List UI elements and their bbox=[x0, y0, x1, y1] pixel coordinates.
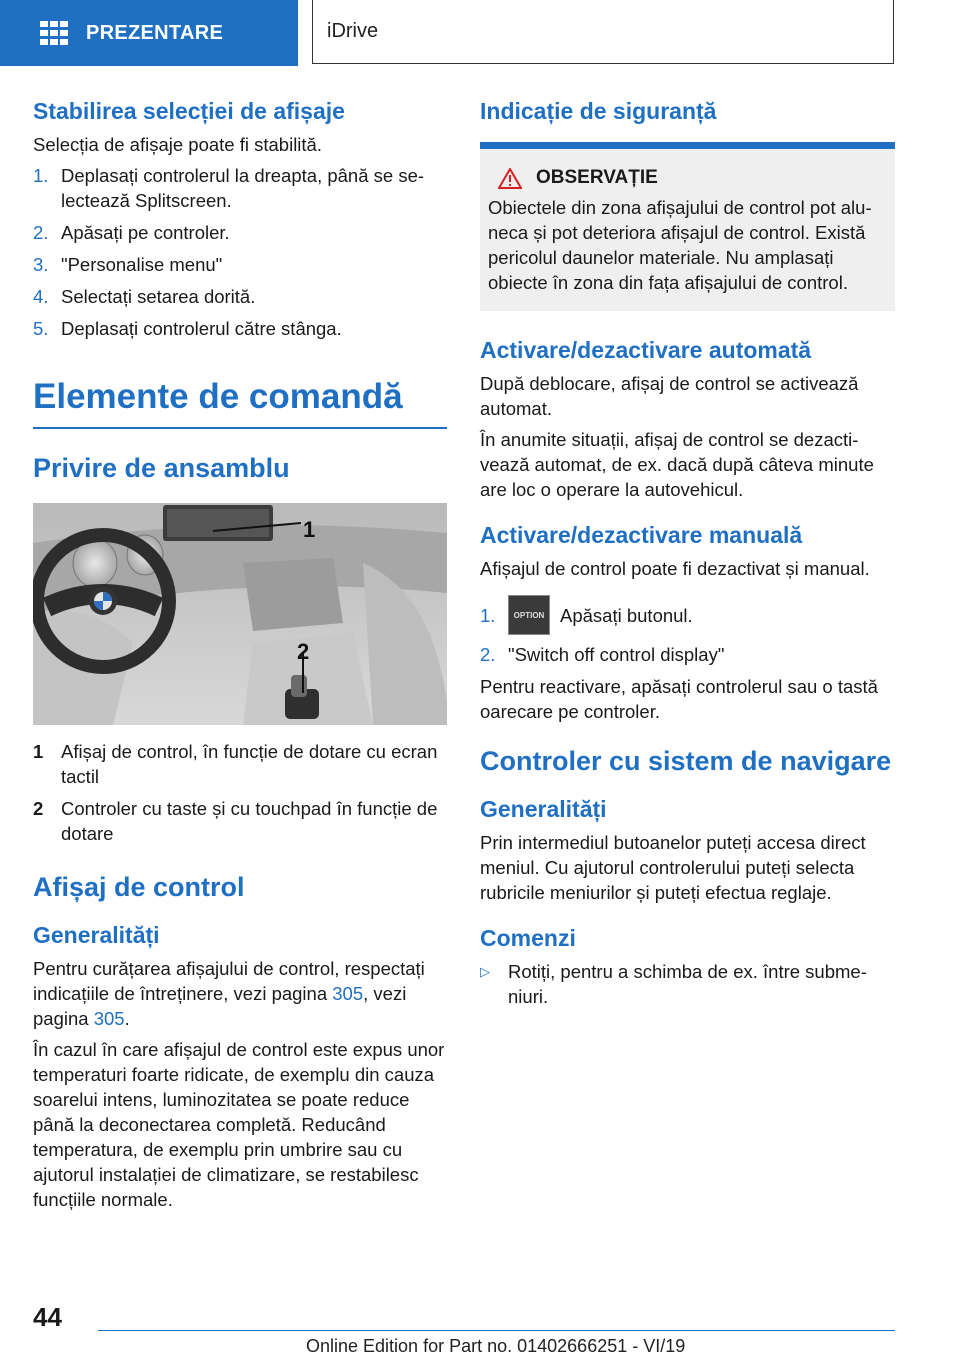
step-number: 1. bbox=[33, 165, 49, 186]
callout-label-2: 2 bbox=[297, 639, 310, 664]
paragraph-text: , vezi pagina bbox=[33, 983, 407, 1029]
paragraph: În cazul în care afișajul de control este expus unor temperaturi foarte ridicate, de exemplu din cauza soarelui intens, luminozitatea se poate reduce până la deconectarea completă. Reducând temperatura, de exemplu prin umbrire sau cu ajutorul instalației de climatizare, se restabilesc funcțiile normale. bbox=[33, 1039, 445, 1210]
step-number: 5. bbox=[33, 318, 49, 339]
section-title: Indicație de siguranță bbox=[480, 98, 717, 124]
grid-icon bbox=[40, 21, 68, 45]
subchapter-title: Controler cu sistem de navigare bbox=[480, 746, 892, 776]
step-number: 2. bbox=[33, 222, 49, 243]
list-item bbox=[33, 796, 447, 846]
paragraph-text: . bbox=[124, 1008, 130, 1029]
paragraph: Selecția de afișaje poate fi stabilită. bbox=[33, 134, 322, 155]
note-title: OBSERVAȚIE bbox=[536, 167, 658, 188]
section-title: Activare/dezactivare manuală bbox=[480, 522, 803, 548]
section-title: Comenzi bbox=[480, 925, 576, 951]
paragraph: Prin intermediul butoanelor puteți accesa direct meniul. Cu ajutorul controlerului puteți selecta rubricile meniurilor și puteți efectua reglaje. bbox=[480, 832, 866, 903]
paragraph: După deblocare, afișaj de control se activează automat. bbox=[480, 373, 859, 419]
steps-list bbox=[480, 595, 895, 667]
page-link[interactable]: 305 bbox=[93, 1008, 125, 1029]
list-item bbox=[33, 220, 447, 245]
warning-triangle-icon bbox=[498, 168, 522, 189]
step-number: 4. bbox=[33, 286, 49, 307]
edition-note: Online Edition for Part no. 01402666251 - VI/19 bbox=[306, 1336, 686, 1356]
chapter-tab-label: PREZENTARE bbox=[86, 21, 224, 44]
step-number: 3. bbox=[33, 254, 49, 275]
note-body: Obiectele din zona afișajului de control pot aluneca și pot deteriora afișajul de control. Există pericolul daunelor materiale. Nu amplasați obiecte în zona din fața afișajului de control. bbox=[488, 197, 872, 293]
section-header-box bbox=[312, 0, 894, 64]
legend-text: Afișaj de control, în funcție de dotare cu ecran tactil bbox=[61, 741, 438, 787]
subchapter-title: Afișaj de control bbox=[33, 872, 245, 902]
triangle-right-icon: ▷ bbox=[480, 964, 490, 979]
paragraph-text: Pentru curățarea afișajului de control, respectați indicațiile de întreținere, vezi pagina bbox=[33, 958, 425, 1004]
step-text: Deplasați controlerul la dreapta, până se selectează Splitscreen. bbox=[61, 165, 425, 211]
list-item bbox=[480, 642, 895, 667]
paragraph: Pentru reactivare, apăsați controlerul sau o tastă oarecare pe controler. bbox=[480, 676, 878, 722]
list-item bbox=[33, 316, 447, 341]
legend-list bbox=[33, 739, 447, 846]
list-item bbox=[33, 739, 447, 789]
paragraph bbox=[33, 956, 447, 1031]
page-number: 44 bbox=[33, 1302, 62, 1332]
step-text: Apăsați butonul. bbox=[560, 604, 693, 626]
step-text: Deplasați controlerul către stânga. bbox=[61, 318, 342, 339]
note-header bbox=[490, 167, 887, 189]
left-column bbox=[33, 96, 447, 1218]
step-text: "Personalise menu" bbox=[61, 254, 223, 275]
bullet-list bbox=[480, 959, 895, 1009]
list-item bbox=[33, 163, 447, 213]
bullet-text: Rotiți, pentru a schimba de ex. între submeniuri. bbox=[508, 961, 867, 1007]
steps-list bbox=[33, 163, 447, 341]
subchapter-title: Privire de ansamblu bbox=[33, 453, 290, 483]
step-number: 1. bbox=[480, 604, 496, 626]
title-divider bbox=[33, 427, 447, 429]
section-subtitle: iDrive bbox=[327, 20, 379, 42]
footer-divider bbox=[98, 1330, 895, 1331]
list-item bbox=[33, 252, 447, 277]
section-title: Generalități bbox=[33, 922, 160, 948]
paragraph: În anumite situații, afișaj de control se dezactivează automat, de ex. dacă după câteva minute are loc o operare la autovehicul. bbox=[480, 429, 874, 500]
warning-note bbox=[480, 142, 895, 311]
section-title: Activare/dezactivare automată bbox=[480, 337, 812, 363]
step-text: "Switch off control display" bbox=[508, 644, 725, 665]
legend-number: 2 bbox=[33, 798, 44, 819]
legend-number: 1 bbox=[33, 741, 44, 762]
paragraph: Afișajul de control poate fi dezactivat și manual. bbox=[480, 558, 870, 579]
option-button-icon: OPTION bbox=[508, 595, 550, 635]
list-item bbox=[480, 959, 895, 1009]
callout-label-1: 1 bbox=[303, 517, 316, 542]
section-title: Stabilirea selecției de afișaje bbox=[33, 98, 345, 124]
step-text: Selectați setarea dorită. bbox=[61, 286, 256, 307]
page-link[interactable]: 305 bbox=[332, 983, 364, 1004]
legend-text: Controler cu taste și cu touchpad în funcție de dotare bbox=[61, 798, 438, 844]
cockpit-photo bbox=[33, 503, 447, 725]
section-title: Generalități bbox=[480, 796, 607, 822]
right-column bbox=[480, 96, 895, 1009]
step-number: 2. bbox=[480, 644, 496, 665]
page-header bbox=[0, 0, 960, 66]
list-item bbox=[33, 284, 447, 309]
step-text: Apăsați pe controler. bbox=[61, 222, 230, 243]
chapter-title: Elemente de comandă bbox=[33, 377, 403, 416]
list-item bbox=[480, 595, 895, 635]
chapter-tab[interactable] bbox=[0, 0, 298, 66]
